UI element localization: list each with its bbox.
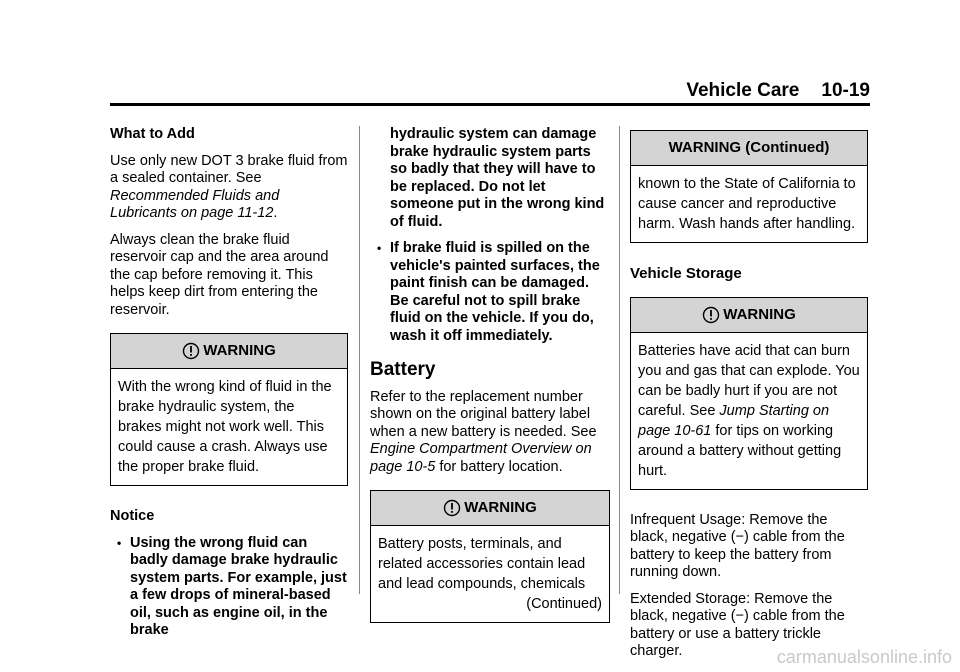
warning-label: WARNING: [723, 305, 796, 323]
list-item-continued: hydraulic system can damage brake hydraulic system parts so badly that they will have to be replaced. Do not let someone put in the wrong kind of fluid.: [390, 126, 605, 230]
paragraph-text: for battery location.: [435, 458, 563, 475]
warning-text: for tips on working around a battery without getting hurt.: [638, 422, 842, 479]
list-item: • If brake fluid is spilled on the vehicle's painted surfaces, the paint finish can be damaged. Be careful not to spill brake fluid on the vehicle. If you do, wash it off immediately.: [370, 240, 610, 345]
warning-box-continued: [630, 130, 868, 243]
warning-header: [631, 298, 867, 333]
header-rule: [110, 103, 870, 106]
warning-box: [110, 333, 348, 486]
warning-label: WARNING: [464, 499, 537, 517]
warning-label: WARNING: [203, 342, 276, 360]
cross-reference-link[interactable]: Engine Compartment Overview on page 10-5: [370, 441, 592, 475]
paragraph-text: Refer to the replacement number shown on the original battery label when a new battery is needed. See: [370, 388, 597, 440]
warning-text: With the wrong kind of fluid in the brake hydraulic system, the brakes might not work well. This could cause a crash. Always use the proper brake fluid.: [118, 379, 332, 475]
list-item: • Using the wrong fluid can badly damage brake hydraulic system parts. For example, just a few drops of mineral-based oil, such as engine oil, in the brake: [110, 535, 348, 640]
warning-box: [630, 297, 868, 490]
header-title: [686, 80, 870, 102]
warning-continued-label: WARNING (Continued): [668, 139, 830, 157]
paragraph: Always clean the brake fluid reservoir cap and the area around the cap before removing it. This helps keep dirt from entering the reservoir.: [110, 231, 329, 318]
warning-header: [371, 491, 609, 526]
notice-label: Notice: [110, 508, 155, 524]
paragraph-text: Use only new DOT 3 brake fluid from a sealed container. See: [110, 152, 348, 186]
column-1: [110, 126, 348, 649]
column-divider: [619, 126, 620, 594]
warning-icon: [702, 306, 720, 324]
warning-body: [631, 333, 867, 489]
warning-icon: [182, 342, 200, 360]
column-3: [630, 126, 868, 670]
what-to-add-heading: What to Add: [110, 126, 195, 142]
page-number: 10-19: [821, 80, 870, 101]
warning-box: [370, 490, 610, 623]
warning-text: known to the State of California to cause cancer and reproductive harm. Wash hands after handling.: [638, 176, 856, 232]
paragraph: [110, 153, 348, 223]
warning-icon: [443, 499, 461, 517]
cross-reference-link[interactable]: Recommended Fluids and Lubricants on page 11-12: [110, 187, 280, 221]
warning-text: Batteries have acid that can burn you and gas that can explode. You can be badly hurt if you are not careful. See: [638, 342, 860, 419]
battery-heading: Battery: [370, 359, 436, 380]
column-divider: [359, 126, 360, 594]
paragraph: Extended Storage: Remove the black, negative (−) cable from the battery or use a battery trickle charger.: [630, 590, 845, 659]
column-2: [370, 126, 610, 645]
watermark: carmanualsonline.info: [776, 647, 952, 667]
warning-header: [111, 334, 347, 369]
section-title: Vehicle Care: [686, 80, 800, 101]
warning-text: Battery posts, terminals, and related accessories contain lead and lead compounds, chemicals: [378, 536, 586, 592]
paragraph-text: .: [273, 205, 278, 221]
cross-reference-link[interactable]: Jump Starting on page 10-61: [638, 402, 830, 439]
warning-body: [371, 526, 609, 622]
warning-header: [631, 131, 867, 166]
paragraph: Infrequent Usage: Remove the black, negative (−) cable from the battery to keep the battery from running down.: [630, 511, 845, 580]
vehicle-storage-heading: Vehicle Storage: [630, 265, 742, 282]
continued-label: (Continued): [526, 596, 602, 612]
paragraph: [370, 389, 610, 477]
